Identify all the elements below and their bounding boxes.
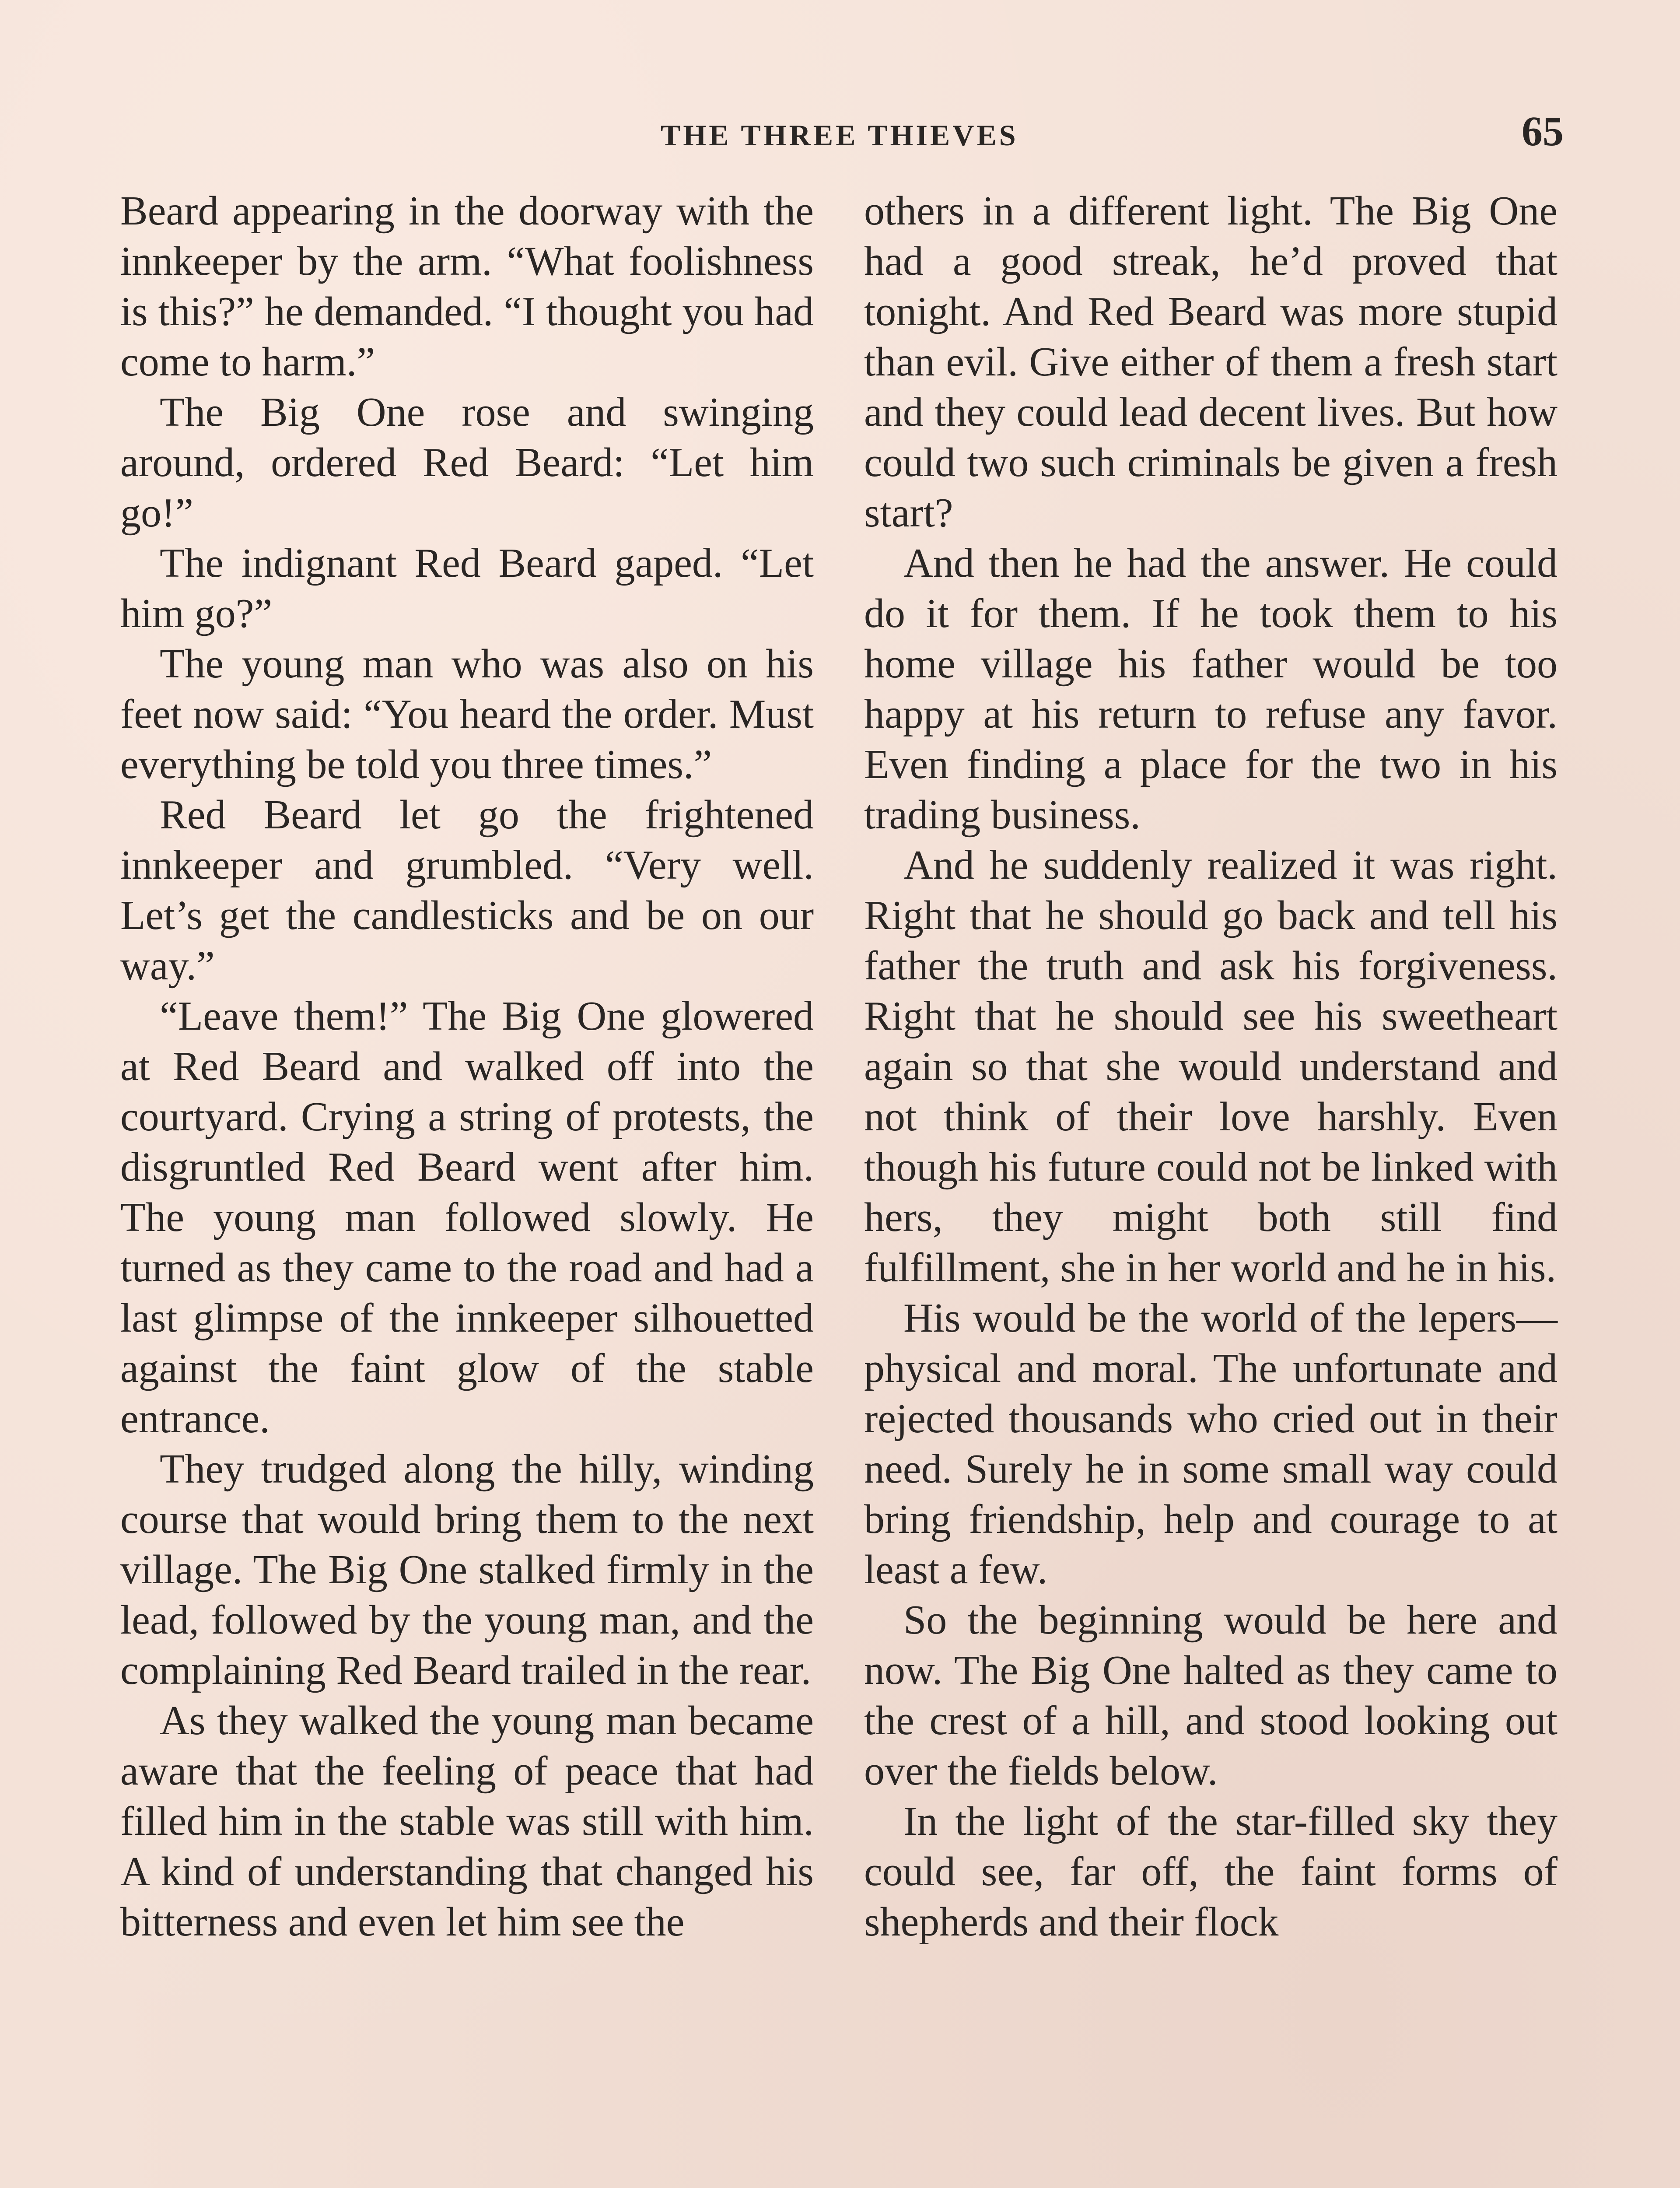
paragraph: As they walked the young man became aware that the feeling of peace that had filled him in the stable was still with him. A kind of understanding that changed his bitterness and even let him see the — [120, 1698, 814, 1945]
paragraph: In the light of the star-filled sky they could see, far off, the faint forms of shepherds and their flock — [864, 1799, 1558, 1945]
paragraph: So the beginning would be here and now. The Big One halted as they came to the crest of a hill, and stood looking out over the fields below. — [864, 1597, 1558, 1794]
paragraph: Red Beard let go the frightened innkeeper and grumbled. “Very well. Let’s get the candlesticks and be on our way.” — [120, 792, 814, 989]
page-header — [0, 101, 1680, 153]
page-number: 65 — [1522, 108, 1564, 154]
paragraph: Beard appearing in the doorway with the innkeeper by the arm. “What foolishness is this?” he demanded. “I thought you had come to harm.” — [120, 188, 814, 385]
paragraph: The young man who was also on his feet now said: “You heard the order. Must everything be told you three times.” — [120, 641, 814, 787]
paragraph: And he suddenly realized it was right. Right that he should go back and tell his father the truth and ask his forgiveness. Right that he should see his sweetheart again so that she would understand and not think of their love harshly. Even though his future could not be linked with hers, they might both still find fulfillment, she in her world and he in his. — [864, 842, 1558, 1290]
paragraph: “Leave them!” The Big One glowered at Red Beard and walked off into the courtyard. Crying a string of protests, the disgruntled Red Beard went after him. The young man followed slowly. He turned as they came to the road and had a last glimpse of the innkeeper silhouetted against the faint glow of the stable entrance. — [120, 993, 814, 1441]
paragraph: And then he had the answer. He could do it for them. If he took them to his home village his father would be too happy at his return to refuse any favor. Even finding a place for the two in his trading business. — [864, 540, 1558, 838]
paragraph: His would be the world of the lepers—physical and moral. The unfortunate and rejected thousands who cried out in their need. Surely he in some small way could bring friendship, help and courage to at least a few. — [864, 1295, 1558, 1592]
running-title: THE THREE THIEVES — [661, 119, 1018, 152]
paragraph: The Big One rose and swinging around, ordered Red Beard: “Let him go!” — [120, 389, 814, 536]
left-column — [120, 186, 814, 1947]
paragraph: They trudged along the hilly, winding course that would bring them to the next village. The Big One stalked firmly in the lead, followed by the young man, and the complaining Red Beard trailed in the rear. — [120, 1446, 814, 1693]
right-column — [864, 186, 1558, 1947]
paragraph: others in a different light. The Big One had a good streak, he’d proved that tonight. And Red Beard was more stupid than evil. Give either of them a fresh start and they could lead decent lives. But how could two such criminals be given a fresh start? — [864, 188, 1558, 536]
paragraph: The indignant Red Beard gaped. “Let him go?” — [120, 540, 814, 636]
